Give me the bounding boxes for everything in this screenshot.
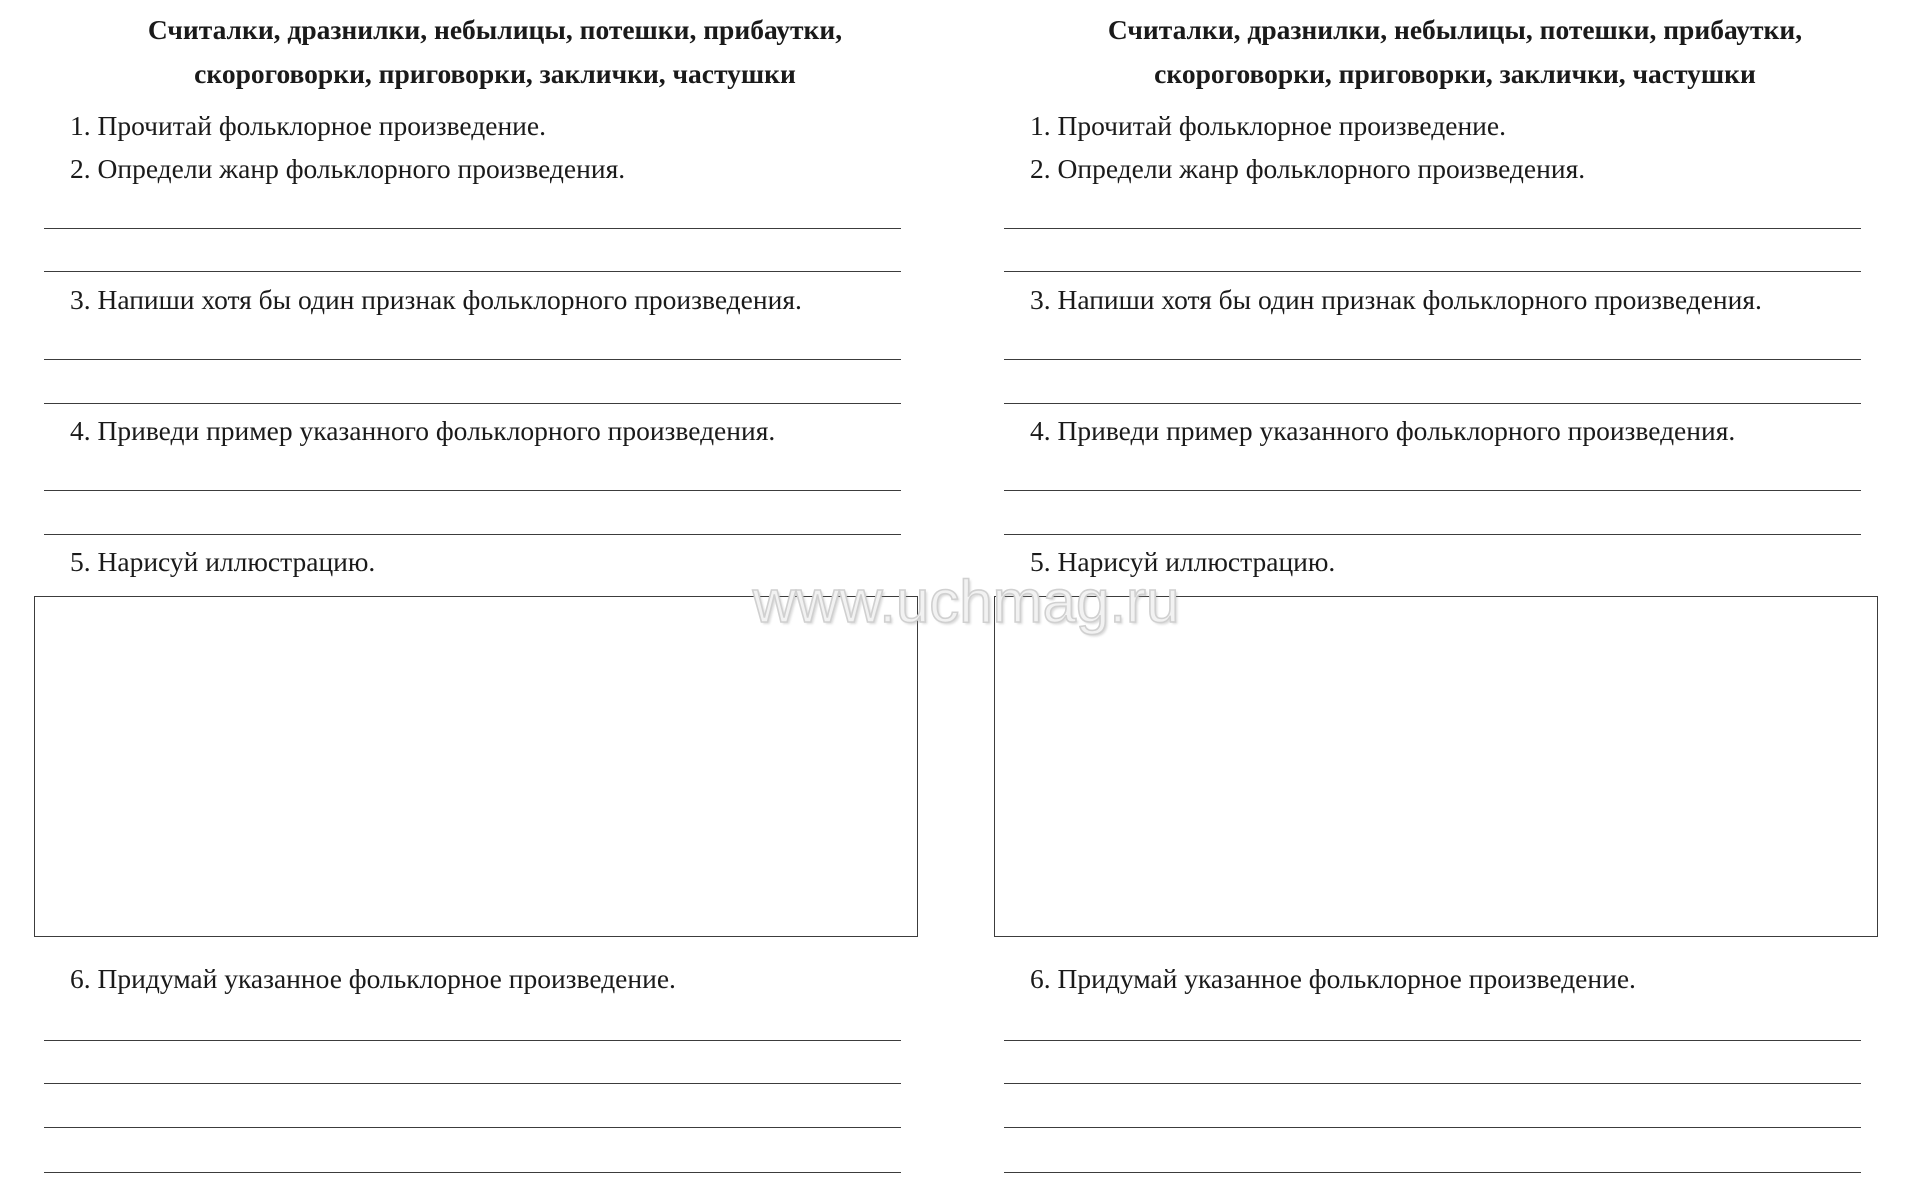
task-6: 6. Придумай указанное фольклорное произведение. xyxy=(1030,963,1636,994)
watermark: www.uchmag.ru xyxy=(752,568,1180,635)
answer-line[interactable] xyxy=(1004,1083,1861,1084)
answer-line[interactable] xyxy=(1004,1040,1861,1041)
illustration-box[interactable] xyxy=(34,596,918,937)
task-4: 4. Приведи пример указанного фольклорного произведения. xyxy=(1030,415,1736,446)
illustration-box[interactable] xyxy=(994,596,1878,937)
answer-line[interactable] xyxy=(1004,1127,1861,1128)
answer-line[interactable] xyxy=(1004,271,1861,272)
task-5: 5. Нарисуй иллюстрацию. xyxy=(1030,546,1336,577)
answer-line[interactable] xyxy=(44,534,901,535)
answer-line[interactable] xyxy=(1004,534,1861,535)
task-2: 2. Определи жанр фольклорного произведения. xyxy=(1030,153,1586,184)
task-6: 6. Придумай указанное фольклорное произведение. xyxy=(70,963,676,994)
worksheet-title xyxy=(1020,8,1890,96)
answer-line[interactable] xyxy=(1004,403,1861,404)
task-5: 5. Нарисуй иллюстрацию. xyxy=(70,546,376,577)
title-line-1: Считалки, дразнилки, небылицы, потешки, прибаутки, xyxy=(1107,14,1803,45)
answer-line[interactable] xyxy=(1004,359,1861,360)
answer-line[interactable] xyxy=(44,1083,901,1084)
answer-line[interactable] xyxy=(44,490,901,491)
task-3: 3. Напиши хотя бы один признак фольклорного произведения. xyxy=(70,284,802,315)
answer-line[interactable] xyxy=(44,1127,901,1128)
worksheet-title xyxy=(60,8,930,96)
answer-line[interactable] xyxy=(44,359,901,360)
answer-line[interactable] xyxy=(44,1172,901,1173)
answer-line[interactable] xyxy=(44,1040,901,1041)
answer-line[interactable] xyxy=(44,403,901,404)
task-4: 4. Приведи пример указанного фольклорного произведения. xyxy=(70,415,776,446)
task-1: 1. Прочитай фольклорное произведение. xyxy=(70,110,546,141)
answer-line[interactable] xyxy=(1004,490,1861,491)
answer-line[interactable] xyxy=(44,228,901,229)
title-line-2: скороговорки, приговорки, заклички, частушки xyxy=(1154,58,1756,89)
title-line-2: скороговорки, приговорки, заклички, частушки xyxy=(194,58,796,89)
answer-line[interactable] xyxy=(1004,228,1861,229)
task-3: 3. Напиши хотя бы один признак фольклорного произведения. xyxy=(1030,284,1762,315)
task-1: 1. Прочитай фольклорное произведение. xyxy=(1030,110,1506,141)
title-line-1: Считалки, дразнилки, небылицы, потешки, прибаутки, xyxy=(147,14,843,45)
worksheet-right xyxy=(960,0,1920,1179)
task-2: 2. Определи жанр фольклорного произведения. xyxy=(70,153,626,184)
answer-line[interactable] xyxy=(1004,1172,1861,1173)
answer-line[interactable] xyxy=(44,271,901,272)
